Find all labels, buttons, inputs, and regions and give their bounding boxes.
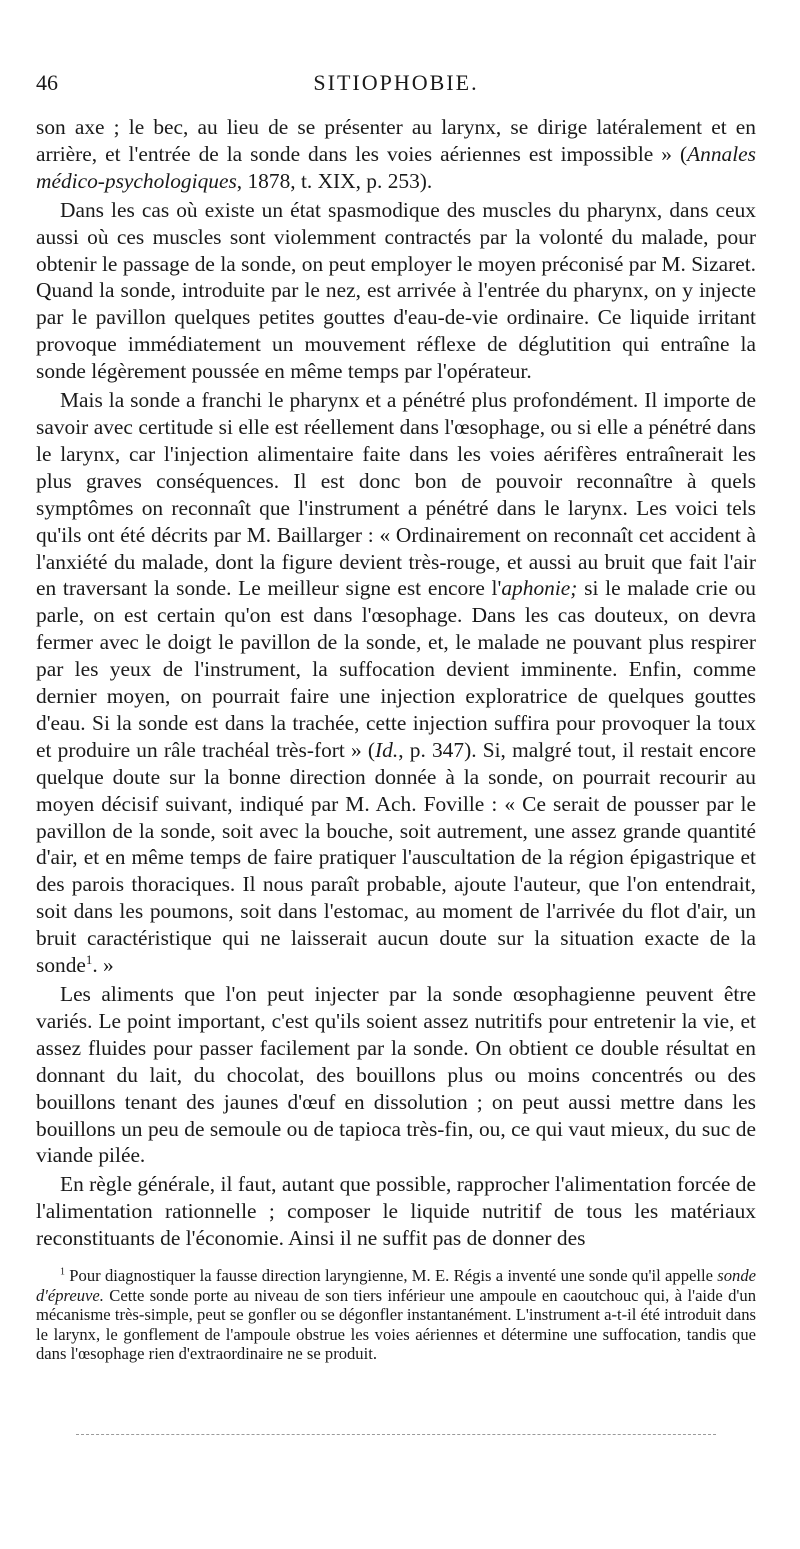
italic-id: Id. <box>375 737 399 762</box>
paragraph-regle: En règle générale, il faut, autant que possible, rapprocher l'alimentation forcée de l'alimentation rationnelle ; composer le liquide nutritif de tous les matériaux reconstituants de l'économie. Ainsi il ne suffit pas de donner des <box>36 1172 756 1251</box>
paragraph-spasm: Dans les cas où existe un état spasmodique des muscles du pharynx, dans ceux aussi où ces muscles sont violemment contractés par la volonté du malade, pour obtenir le passage de la sonde, on peut employer le moyen préconisé par M. Sizaret. Quand la sonde, introduite par le nez, est arrivée à l'entrée du pharynx, on y injecte par le pavillon quelques petites gouttes d'eau-de-vie ordinaire. Ce liquide irritant provoque immédiatement un mouvement réflexe de déglutition qui entraîne la sonde légèrement poussée en même temps par l'opérateur. <box>36 197 756 384</box>
footnote-marker: 1 <box>60 1266 65 1278</box>
footnote-italic: sonde d'épreuve. <box>36 1266 756 1305</box>
page-number: 46 <box>36 70 58 95</box>
citation-title: Annales médico-psychologiques <box>36 141 756 193</box>
page-header <box>36 70 756 100</box>
paragraph-continuation: son axe ; le bec, au lieu de se présenter au larynx, se dirige latéralement et en arrière, et l'entrée de la sonde dans les voies aériennes est impossible » (Annales médico-psychologiques, 1878, t. XIX, p. 253). <box>36 115 756 193</box>
footnote-ref: 1 <box>85 952 93 967</box>
paragraph-aliments: Les aliments que l'on peut injecter par la sonde œsophagienne peuvent être variés. Le point important, c'est qu'ils soient assez nutritifs pour entretenir la vie, et assez fluides pour passer facilement par la sonde. On obtient ce double résultat en donnant du lait, du chocolat, des bouillons plus ou moins concentrés ou des bouillons tenant des jaunes d'œuf en dissolution ; on peut aussi mettre dans les bouillons un peu de semoule ou de tapioca très-fin, ou, ce qui vaut mieux, du suc de viande pilée. <box>36 982 756 1168</box>
italic-aphonie: aphonie; <box>501 576 578 601</box>
footnote: $^1$ Pour diagnostiquer la fausse direction laryngienne, M. E. Régis a inventé une sonde qu'il appelle sonde d'épreuve. Cette sonde porte au niveau de son tiers inférieur une ampoule en caoutchouc qui, à l'aide d'un mécanisme très-simple, peut se gonfler ou se dégonfler instantanément. L'instrument a-t-il été introduit dans le larynx, le gonflement de l'ampoule obstrue les voies aériennes et détermine une suffocation, tandis que dans l'œsophage rien d'extraordinaire ne se produit. <box>36 1266 756 1364</box>
body-text <box>36 114 756 1252</box>
running-title: SITIOPHOBIE. <box>313 70 479 95</box>
bottom-rule <box>76 1434 716 1435</box>
paragraph-larynx: Mais la sonde a franchi le pharynx et a pénétré plus profondément. Il importe de savoir avec certitude si elle est réellement dans l'œsophage, ou si elle a pénétré dans le larynx, car l'injection alimentaire faite dans les voies aérifères entraînerait les plus graves conséquences. Il est donc bon de pouvoir reconnaître à quels symptômes on reconnaît que l'instrument a pénétré dans le larynx. Les voici tels qu'ils ont été décrits par M. Baillarger : « Ordinairement on reconnaît cet accident à l'anxiété du malade, dont la figure devient très-rouge, et aussi au bruit que fait l'air en traversant la sonde. Le meilleur signe est encore l'aphonie; si le malade crie ou parle, on est certain qu'on est dans l'œsophage. Dans les cas douteux, on devra fermer avec le doigt le pavillon de la sonde, et, le malade ne pouvant plus respirer par les yeux de l'instrument, la suffocation devient imminente. Enfin, comme dernier moyen, on pourrait faire une injection exploratrice de quelques gouttes d'eau. Si la sonde est dans la trachée, cette injection suffira pour provoquer la toux et produire un râle trachéal très-fort » (Id., p. 347). Si, malgré tout, il restait encore quelque doute sur la bonne direction donnée à la sonde, on pourrait recourir au moyen décisif suivant, indiqué par M. Ach. Foville : « Ce serait de pousser par le pavillon de la sonde, soit avec la bouche, soit autrement, une assez grande quantité d'air, et en même temps de faire pratiquer l'auscultation de la région épigastrique et des parois thoraciques. Il nous paraît probable, ajoute l'auteur, que l'on entendrait, soit dans les poumons, soit dans l'estomac, au moment de l'arrivée du flot d'air, un bruit caractéristique qui ne laisserait aucun doute sur la situation exacte de la sonde$^1$. » <box>36 388 756 978</box>
